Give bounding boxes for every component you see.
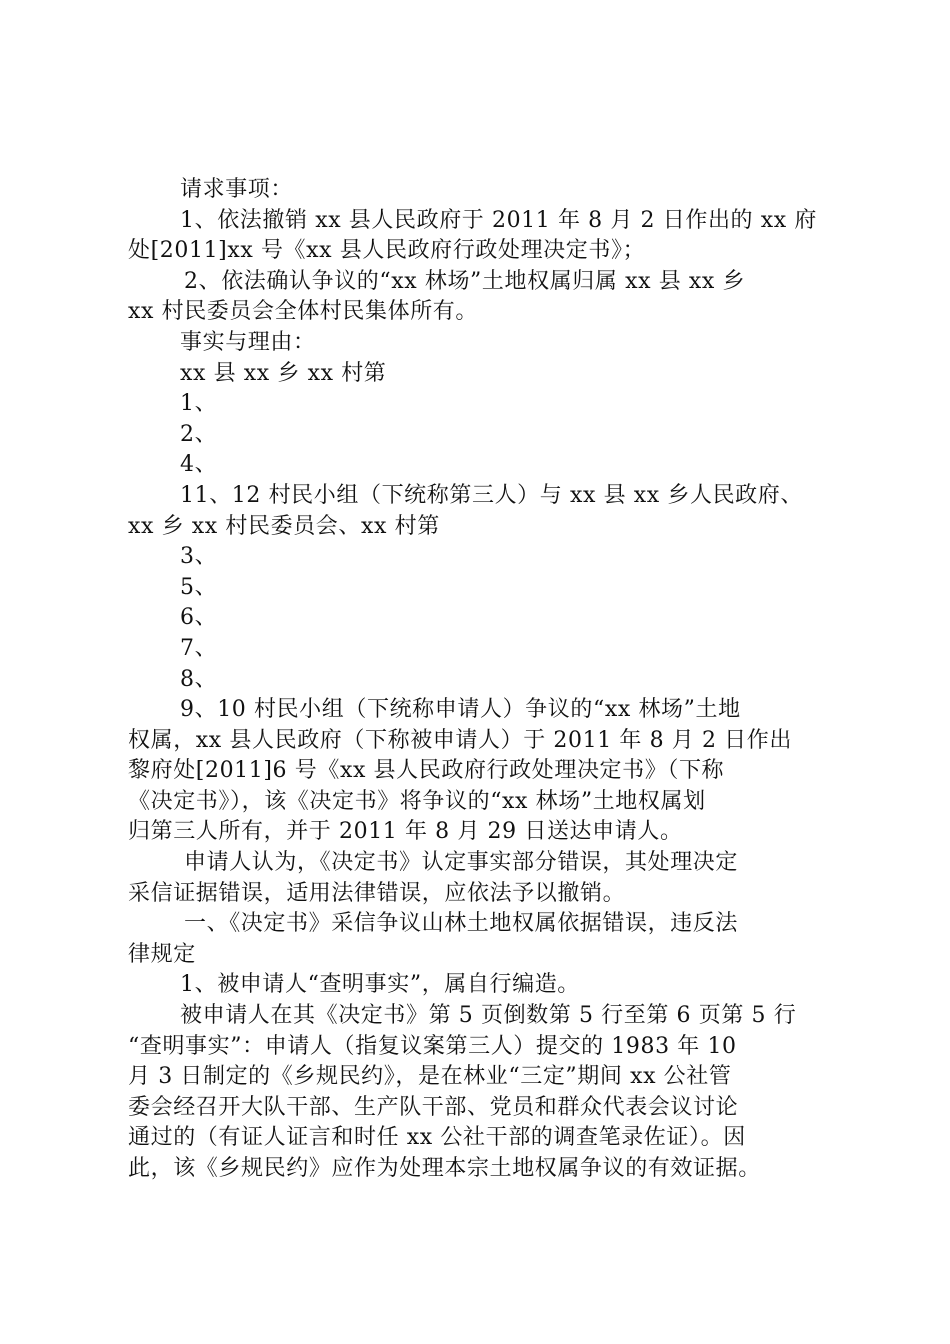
text-line: 1、依法撤销 xx 县人民政府于 2011 年 8 月 2 日作出的 xx 府 <box>180 207 817 233</box>
text-line: 1、 <box>180 391 218 417</box>
text-line: 通过的（有证人证言和时任 xx 公社干部的调查笔录佐证）。因 <box>128 1125 746 1151</box>
text-line: 申请人认为，《决定书》认定事实部分错误，其处理决定 <box>184 850 739 876</box>
text-line: 9、10 村民小组（下统称申请人）争议的“xx 林场”土地 <box>180 697 741 723</box>
text-line: 处[2011]xx 号《xx 县人民政府行政处理决定书》； <box>128 238 646 264</box>
text-line: 律规定 <box>128 941 196 967</box>
text-line: 11、12 村民小组（下统称第三人）与 xx 县 xx 乡人民政府、 <box>180 482 803 508</box>
text-line: 1、被申请人“查明事实”，属自行编造。 <box>180 972 580 998</box>
text-line: 《决定书》），该《决定书》将争议的“xx 林场”土地权属划 <box>128 788 706 814</box>
text-line: 黎府处[2011]6 号《xx 县人民政府行政处理决定书》（下称 <box>128 758 725 784</box>
text-line: xx 乡 xx 村民委员会、xx 村第 <box>128 513 440 539</box>
document-body <box>128 175 833 1185</box>
text-line: 权属，xx 县人民政府（下称被申请人）于 2011 年 8 月 2 日作出 <box>128 727 792 753</box>
text-line: 4、 <box>180 452 218 478</box>
text-line: 6、 <box>180 605 218 631</box>
text-line: 事实与理由： <box>180 329 316 355</box>
text-line: xx 村民委员会全体村民集体所有。 <box>128 299 479 325</box>
text-line: 委会经召开大队干部、生产队干部、党员和群众代表会议讨论 <box>128 1094 739 1120</box>
text-line: 此，该《乡规民约》应作为处理本宗土地权属争议的有效证据。 <box>128 1156 761 1181</box>
text-line: 7、 <box>180 635 218 661</box>
text-line: 一、《决定书》采信争议山林土地权属依据错误，违反法 <box>184 911 739 937</box>
text-line: 3、 <box>180 544 218 570</box>
text-line: “查明事实”：申请人（指复议案第三人）提交的 1983 年 10 <box>128 1033 737 1059</box>
text-line: 2、依法确认争议的“xx 林场”土地权属归属 xx 县 xx 乡 <box>184 268 746 294</box>
text-line: 采信证据错误，适用法律错误，应依法予以撤销。 <box>128 880 626 906</box>
text-line: 8、 <box>180 666 218 692</box>
text-line: 月 3 日制定的《乡规民约》，是在林业“三定”期间 xx 公社管 <box>128 1064 732 1090</box>
text-line: 5、 <box>180 574 218 600</box>
text-line: xx 县 xx 乡 xx 村第 <box>180 360 387 386</box>
text-line: 请求事项： <box>180 177 294 202</box>
text-line: 2、 <box>180 421 218 447</box>
text-line: 归第三人所有，并于 2011 年 8 月 29 日送达申请人。 <box>128 819 683 845</box>
text-line: 被申请人在其《决定书》第 5 页倒数第 5 行至第 6 页第 5 行 <box>180 1003 797 1029</box>
